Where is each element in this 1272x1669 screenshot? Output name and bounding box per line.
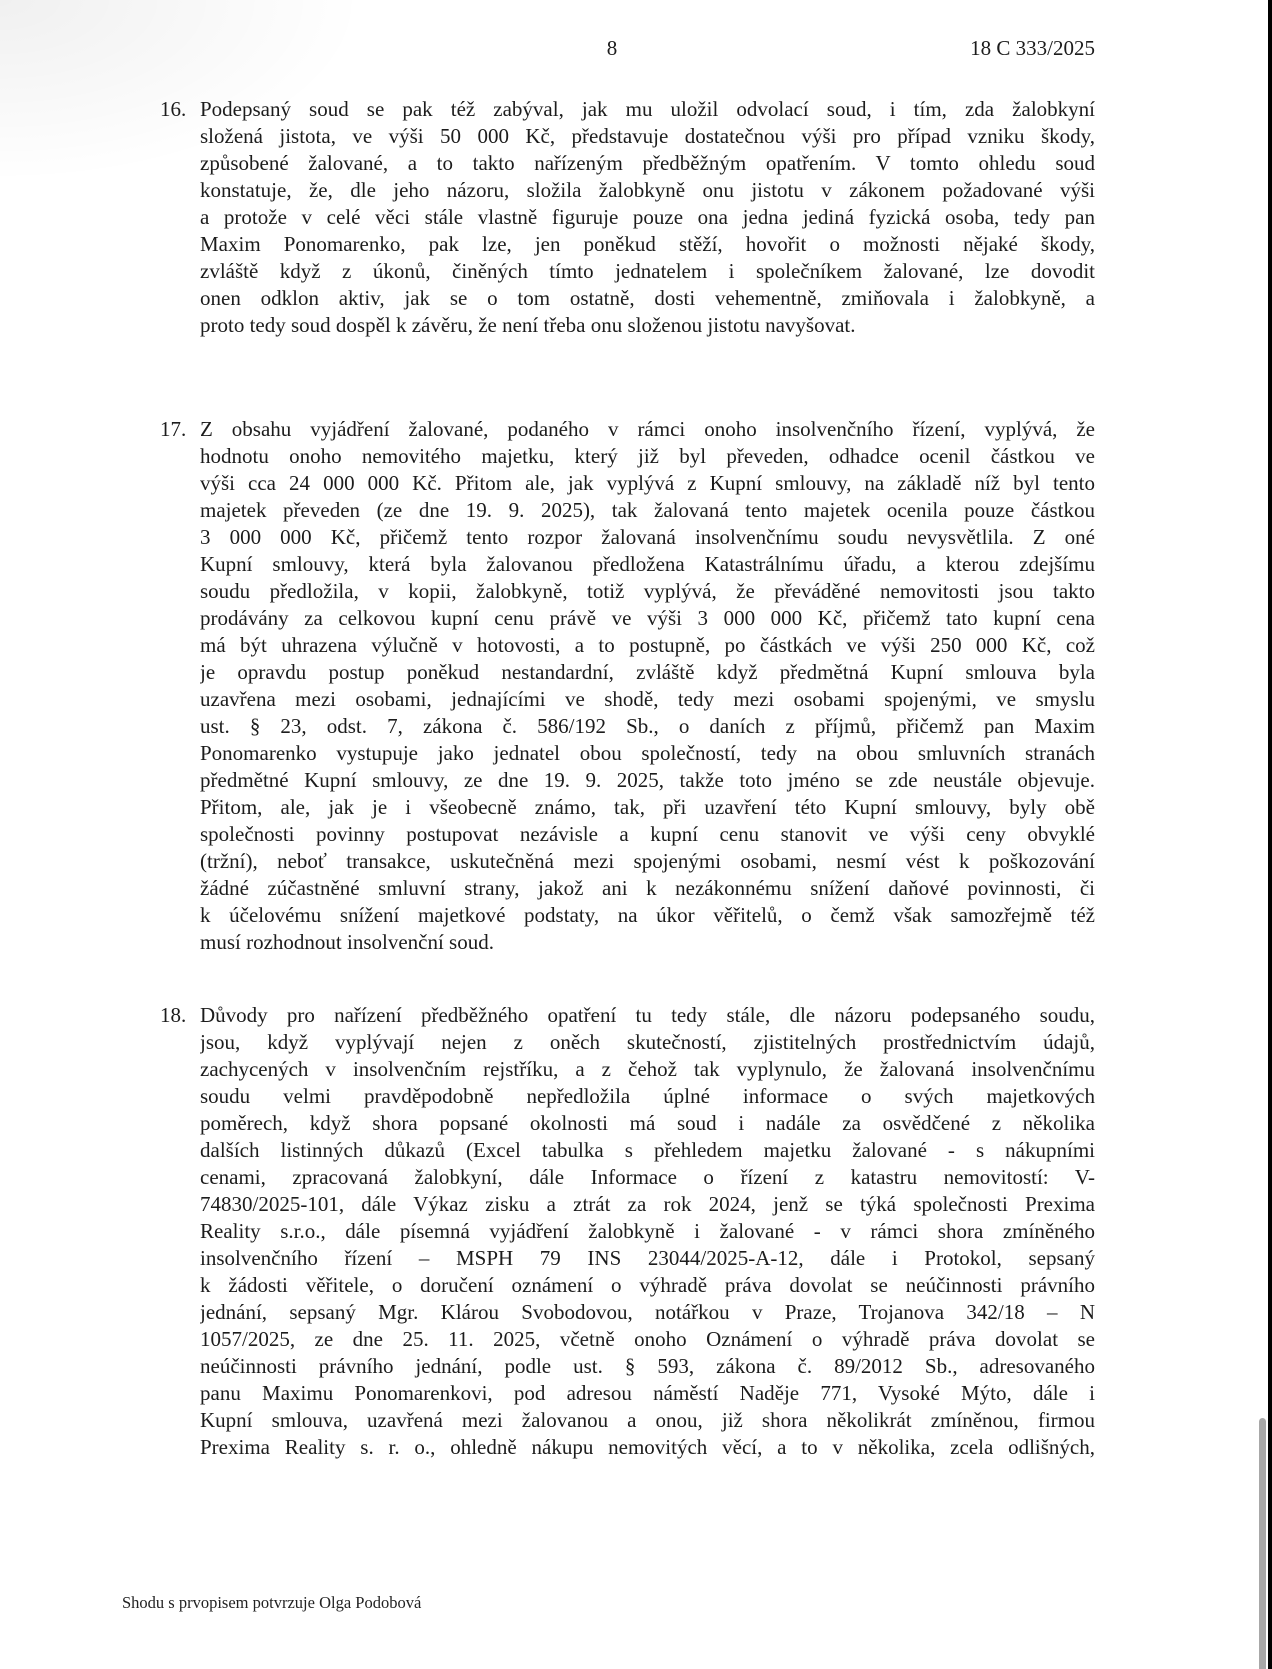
text-line: Přitom, ale, jak je i všeobecně známo, tak, při uzavření této Kupní smlouvy, byly obě [200, 795, 1095, 819]
text-line: prodávány za celkovou kupní cenu právě ve výši 3 000 000 Kč, přičemž tato kupní cena [200, 606, 1095, 630]
text-line: a protože v celé věci stále vlastně figuruje pouze ona jedna jediná fyzická osoba, tedy pan [200, 205, 1095, 229]
text-line: dalších listinných důkazů (Excel tabulka s přehledem majetku žalované - s nákupními [200, 1138, 1095, 1162]
paragraph-body [200, 96, 1095, 339]
paragraph-body [200, 416, 1095, 956]
text-line: Důvody pro nařízení předběžného opatření tu tedy stále, dle názoru podepsaného soudu, [200, 1003, 1095, 1027]
text-line: proto tedy soud dospěl k závěru, že není třeba onu složenou jistotu navyšovat. [200, 313, 856, 337]
text-line: majetek převeden (ze dne 19. 9. 2025), tak žalovaná tento majetek ocenila pouze částkou [200, 498, 1095, 522]
text-line: Z obsahu vyjádření žalované, podaného v rámci onoho insolvenčního řízení, vyplývá, že [200, 417, 1095, 441]
text-line: 3 000 000 Kč, přičemž tento rozpor žalovaná insolvenčnímu soudu nevysvětlila. Z oné [200, 525, 1095, 549]
text-line: onen odklon aktiv, jak se o tom ostatně, dosti vehementně, zmiňovala i žalobkyně, a [200, 286, 1095, 310]
text-line: musí rozhodnout insolvenční soud. [200, 930, 494, 954]
text-line: Maxim Ponomarenko, pak lze, jen poněkud stěží, hovořit o možnosti nějaké škody, [200, 232, 1095, 256]
text-line: výši cca 24 000 000 Kč. Přitom ale, jak vyplývá z Kupní smlouvy, na základě níž byl tento [200, 471, 1095, 495]
case-number: 18 C 333/2025 [970, 36, 1095, 60]
text-line: je opravdu postup poněkud nestandardní, zvláště když předmětná Kupní smlouva byla [200, 660, 1095, 684]
page-number: 8 [606, 36, 618, 60]
text-line: Reality s.r.o., dále písemná vyjádření žalobkyně i žalované - v rámci shora zmíněného [200, 1219, 1095, 1243]
paragraph-number: 16. [160, 97, 187, 121]
text-line: (tržní), neboť transakce, uskutečněná mezi spojenými osobami, nesmí vést k poškozování [200, 849, 1095, 873]
text-line: soudu velmi pravděpodobně nepředložila úplné informace o svých majetkových [200, 1084, 1095, 1108]
vertical-scrollbar[interactable] [1258, 0, 1268, 1669]
text-line: předmětné Kupní smlouvy, ze dne 19. 9. 2025, takže toto jméno se zde neustále objevuje. [200, 768, 1095, 792]
text-line: jednání, sepsaný Mgr. Klárou Svobodovou, notářkou v Praze, Trojanova 342/18 – N [200, 1300, 1095, 1324]
text-line: hodnotu onoho nemovitého majetku, který již byl převeden, odhadce ocenil částkou ve [200, 444, 1095, 468]
paragraph-number: 17. [160, 417, 187, 441]
text-line: žádné zúčastněné smluvní strany, jakož ani k nezákonnému snížení daňové povinnosti, či [200, 876, 1095, 900]
text-line: 74830/2025-101, dále Výkaz zisku a ztrát za rok 2024, jenž se týká společnosti Prexima [200, 1192, 1095, 1216]
text-line: panu Maximu Ponomarenkovi, pod adresou náměstí Naděje 771, Vysoké Mýto, dále i [200, 1381, 1095, 1405]
text-line: složená jistota, ve výši 50 000 Kč, představuje dostatečnou výši pro případ vzniku škody, [200, 124, 1095, 148]
text-line: Kupní smlouvy, která byla žalovanou předložena Katastrálnímu úřadu, a kterou zdejšímu [200, 552, 1095, 576]
paragraph-number: 18. [160, 1003, 187, 1027]
text-line: konstatuje, že, dle jeho názoru, složila žalobkyně onu jistotu v zákonem požadované výši [200, 178, 1095, 202]
text-line: zachycených v insolvenčním rejstříku, a z čehož tak vyplynulo, že žalovaná insolvenčnímu [200, 1057, 1095, 1081]
text-line: k účelovému snížení majetkové podstaty, na úkor věřitelů, o čemž však samozřejmě též [200, 903, 1095, 927]
scrollbar-thumb[interactable] [1259, 1418, 1266, 1669]
text-line: společnosti povinny postupovat nezávisle a kupní cenu stanovit ve výši ceny obvyklé [200, 822, 1095, 846]
text-line: Ponomarenko vystupuje jako jednatel obou společností, tedy na obou smluvních stranách [200, 741, 1095, 765]
text-line: zvláště když z úkonů, činěných tímto jednatelem i společníkem žalované, lze dovodit [200, 259, 1095, 283]
paragraph-body [200, 1002, 1095, 1461]
text-line: k žádosti věřitele, o doručení oznámení o výhradě práva dovolat se neúčinnosti právního [200, 1273, 1095, 1297]
text-line: má být uhrazena výlučně v hotovosti, a to postupně, po částkách ve výši 250 000 Kč, což [200, 633, 1095, 657]
text-line: způsobené žalované, a to takto nařízeným předběžným opatřením. V tomto ohledu soud [200, 151, 1095, 175]
text-line: Podepsaný soud se pak též zabýval, jak mu uložil odvolací soud, i tím, zda žalobkyní [200, 97, 1095, 121]
window-edge [1268, 0, 1272, 1669]
text-line: insolvenčního řízení – MSPH 79 INS 23044/2025-A-12, dále i Protokol, sepsaný [200, 1246, 1095, 1270]
text-line: neúčinnosti právního jednání, podle ust. § 593, zákona č. 89/2012 Sb., adresovaného [200, 1354, 1095, 1378]
text-line: soudu předložila, v kopii, žalobkyně, totiž vyplývá, že převáděné nemovitosti jsou takto [200, 579, 1095, 603]
text-line: 1057/2025, ze dne 25. 11. 2025, včetně onoho Oznámení o výhradě práva dovolat se [200, 1327, 1095, 1351]
certification-footer: Shodu s prvopisem potvrzuje Olga Podobová [122, 1593, 422, 1612]
text-line: uzavřena mezi osobami, jednajícími ve shodě, tedy mezi osobami spojenými, ve smyslu [200, 687, 1095, 711]
text-line: ust. § 23, odst. 7, zákona č. 586/192 Sb., o daních z příjmů, přičemž pan Maxim [200, 714, 1095, 738]
text-line: Prexima Reality s. r. o., ohledně nákupu nemovitých věcí, a to v několika, zcela odlišných, [200, 1435, 1095, 1459]
text-line: cenami, zpracovaná žalobkyní, dále Informace o řízení z katastru nemovitostí: V- [200, 1165, 1095, 1189]
text-line: poměrech, když shora popsané okolnosti má soud i nadále za osvědčené z několika [200, 1111, 1095, 1135]
text-line: Kupní smlouva, uzavřená mezi žalovanou a onou, již shora několikrát zmíněnou, firmou [200, 1408, 1095, 1432]
text-line: jsou, když vyplývají nejen z oněch skutečností, zjistitelných prostřednictvím údajů, [200, 1030, 1095, 1054]
